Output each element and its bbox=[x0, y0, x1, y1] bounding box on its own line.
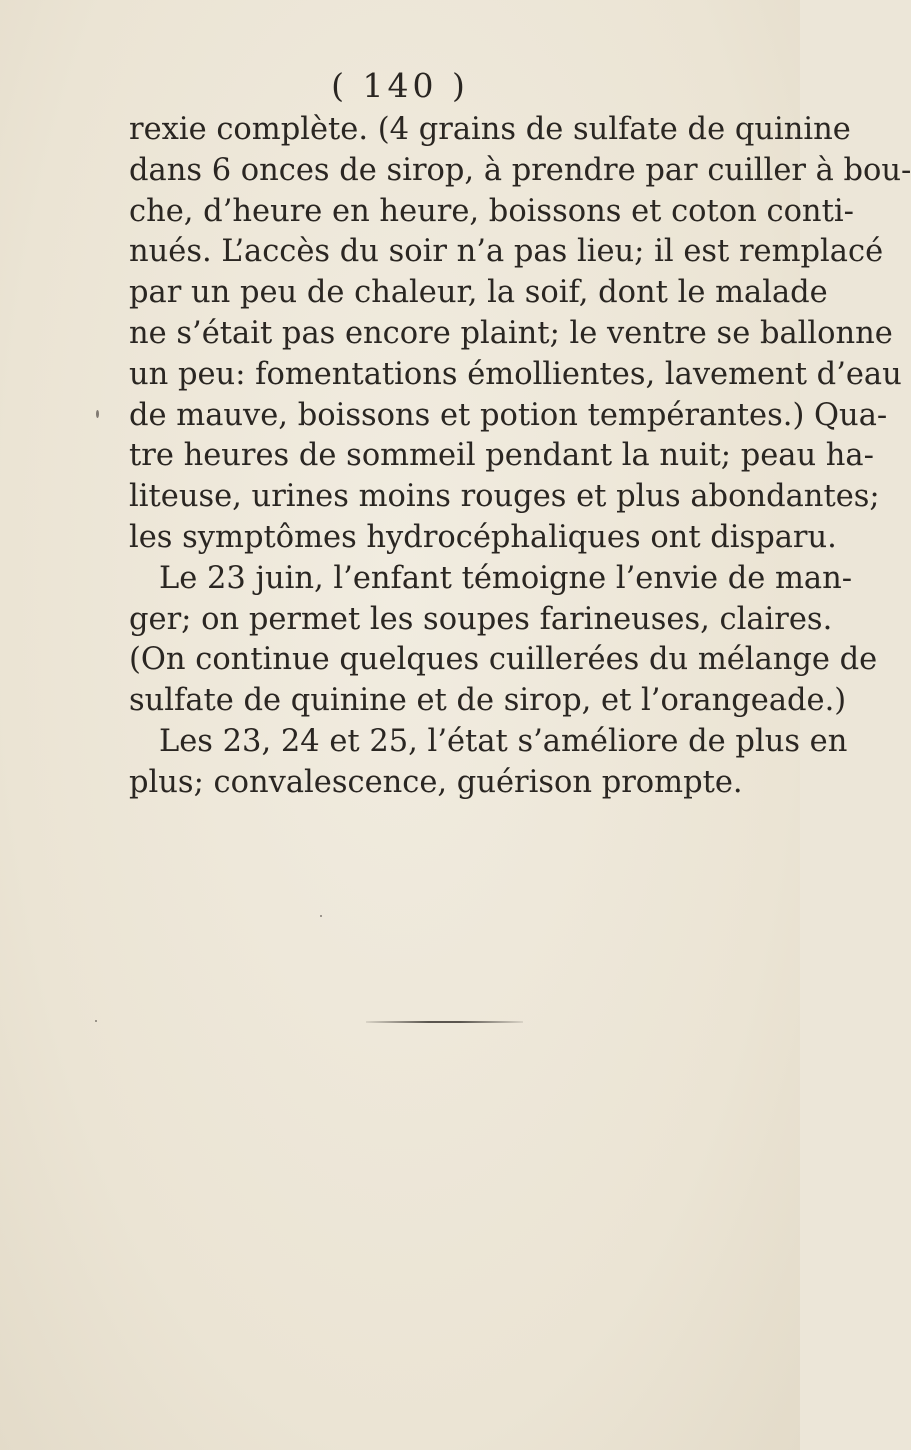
paper-speck bbox=[320, 915, 322, 917]
paper-speck bbox=[96, 410, 99, 418]
text-line: nués. L’accès du soir n’a pas lieu; il est remplacé bbox=[129, 234, 884, 270]
text-line: tre heures de sommeil pendant la nuit; peau ha- bbox=[129, 438, 874, 474]
text-line: (On continue quelques cuillerées du mélange de bbox=[129, 642, 878, 678]
text-line: ne s’était pas encore plaint; le ventre se ballonne bbox=[129, 315, 893, 351]
body-text bbox=[129, 110, 911, 804]
text-line: Le 23 juin, l’enfant témoigne l’envie de man- bbox=[159, 560, 853, 596]
section-divider-rule bbox=[366, 1021, 523, 1023]
text-line: les symptômes hydrocéphaliques ont disparu. bbox=[129, 519, 837, 555]
text-line: de mauve, boissons et potion tempérantes.) Qua- bbox=[129, 397, 888, 433]
text-line: liteuse, urines moins rouges et plus abondantes; bbox=[129, 479, 880, 515]
text-line: Les 23, 24 et 25, l’état s’améliore de plus en bbox=[159, 723, 848, 759]
page-number: ( 140 ) bbox=[331, 66, 469, 105]
text-line: sulfate de quinine et de sirop, et l’orangeade.) bbox=[129, 683, 847, 719]
text-line: plus; convalescence, guérison prompte. bbox=[129, 764, 743, 800]
text-line: rexie complète. (4 grains de sulfate de quinine bbox=[129, 112, 851, 147]
text-line: che, d’heure en heure, boissons et coton conti- bbox=[129, 193, 854, 229]
paper-speck bbox=[95, 1020, 97, 1022]
text-line: dans 6 onces de sirop, à prendre par cuiller à bou- bbox=[129, 152, 911, 188]
text-line: un peu: fomentations émollientes, lavement d’eau bbox=[129, 356, 902, 392]
text-line: ger; on permet les soupes farineuses, claires. bbox=[129, 601, 833, 637]
text-line: par un peu de chaleur, la soif, dont le malade bbox=[129, 275, 828, 311]
